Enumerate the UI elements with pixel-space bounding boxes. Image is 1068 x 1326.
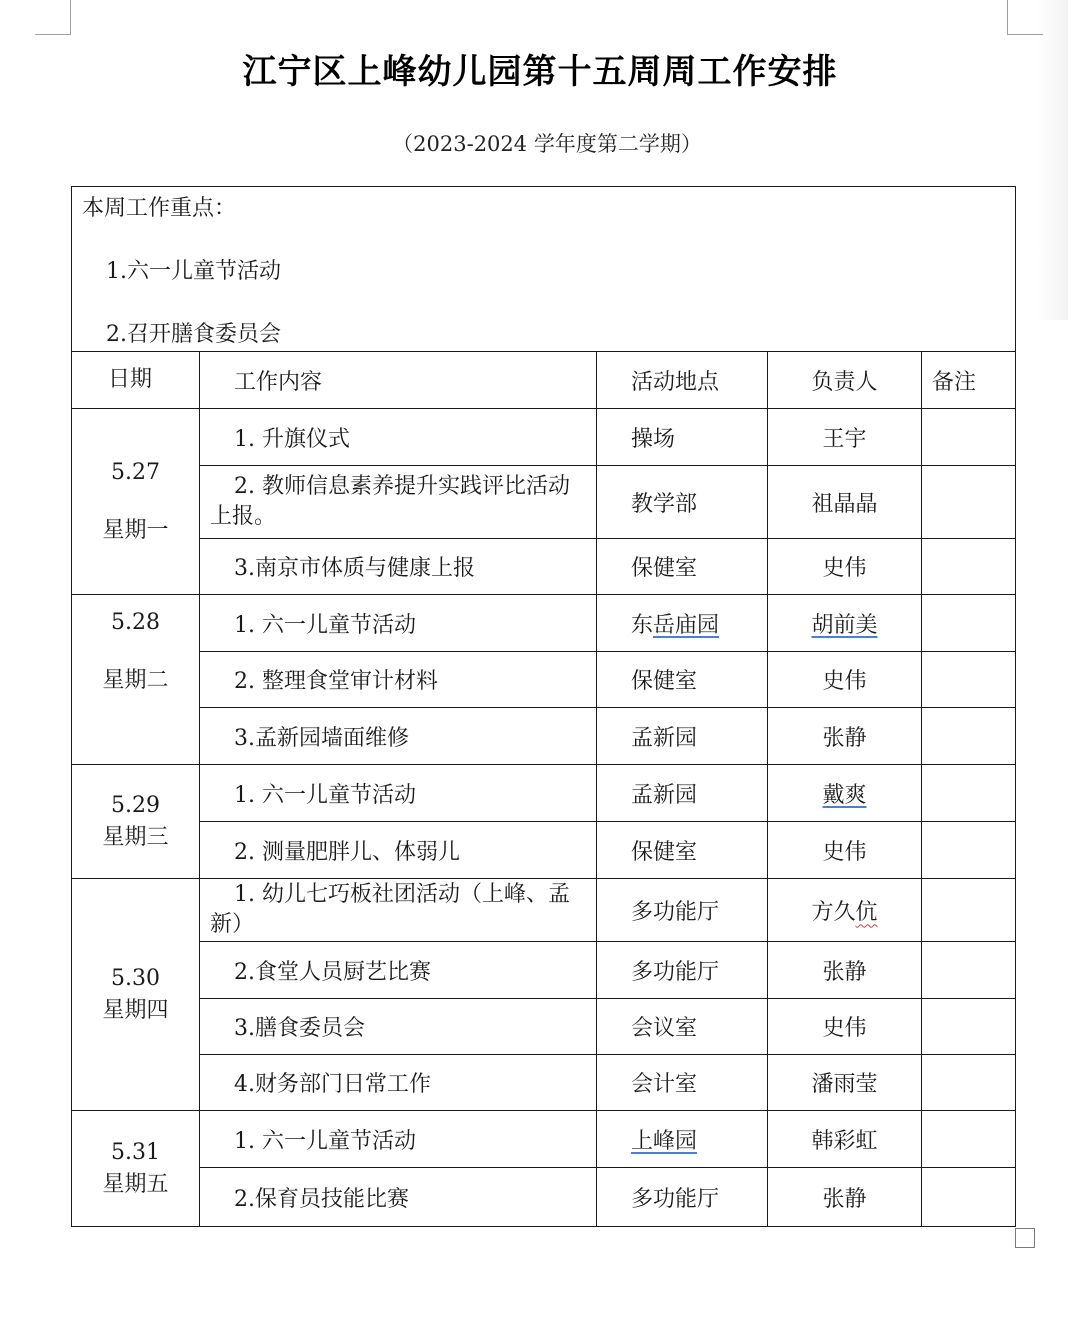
person-cell[interactable]: 潘雨莹: [768, 1055, 922, 1111]
person-underlined: 胡前美: [811, 612, 878, 638]
note-cell[interactable]: [922, 942, 1016, 999]
note-cell[interactable]: [922, 999, 1016, 1055]
note-cell[interactable]: [922, 708, 1016, 765]
content-cell[interactable]: 3.南京市体质与健康上报: [200, 539, 597, 595]
place-underlined: 岳庙园: [653, 612, 720, 638]
crop-mark-top-right: [1007, 0, 1043, 35]
focus-cell[interactable]: [72, 187, 1016, 352]
page-subtitle: （2023-2024 学年度第二学期）: [392, 132, 702, 156]
date-value: 5.30: [111, 965, 160, 991]
table-row: [72, 708, 1016, 765]
note-cell[interactable]: [922, 879, 1016, 942]
note-cell[interactable]: [922, 466, 1016, 539]
table-row: [72, 942, 1016, 999]
note-cell[interactable]: [922, 409, 1016, 466]
date-value: 5.29: [111, 792, 160, 818]
note-cell[interactable]: [922, 595, 1016, 652]
weekday-value: 星期一: [102, 517, 169, 543]
content-cell[interactable]: 1. 六一儿童节活动: [200, 765, 597, 822]
place-cell[interactable]: 会计室: [597, 1055, 768, 1111]
place-cell[interactable]: 孟新园: [597, 765, 768, 822]
table-row: [72, 1111, 1016, 1168]
date-value: 5.31: [111, 1139, 160, 1165]
content-cell[interactable]: 3.孟新园墙面维修: [200, 708, 597, 765]
weekday-value: 星期二: [102, 668, 169, 693]
focus-heading: 本周工作重点：: [82, 196, 237, 221]
person-cell[interactable]: 韩彩虹: [768, 1111, 922, 1168]
person-cell[interactable]: 史伟: [768, 652, 922, 708]
focus-item: 1.六一儿童节活动: [106, 259, 281, 284]
date-cell[interactable]: [72, 595, 200, 765]
date-cell[interactable]: [72, 765, 200, 879]
content-cell[interactable]: 1. 六一儿童节活动: [200, 595, 597, 652]
person-cell[interactable]: 史伟: [768, 539, 922, 595]
note-cell[interactable]: [922, 539, 1016, 595]
crop-mark-top-left: [35, 0, 71, 35]
person-underlined: 戴爽: [822, 782, 867, 808]
weekday-value: 星期五: [102, 1171, 169, 1197]
date-cell[interactable]: [72, 409, 200, 595]
note-cell[interactable]: [922, 1168, 1016, 1227]
table-row: [72, 822, 1016, 879]
header-person[interactable]: 负责人: [768, 352, 922, 409]
note-cell[interactable]: [922, 652, 1016, 708]
table-end-marker: [1015, 1228, 1035, 1248]
content-cell[interactable]: 1. 幼儿七巧板社团活动（上峰、孟新）: [200, 879, 597, 942]
content-cell[interactable]: 2.保育员技能比赛: [200, 1168, 597, 1227]
table-row: [72, 1168, 1016, 1227]
place-cell[interactable]: 保健室: [597, 652, 768, 708]
date-value: 5.28: [111, 610, 160, 635]
place-cell[interactable]: 操场: [597, 409, 768, 466]
person-cell[interactable]: [768, 765, 922, 822]
table-row: [72, 539, 1016, 595]
person-cell[interactable]: [768, 879, 922, 942]
person-cell[interactable]: 史伟: [768, 999, 922, 1055]
person-prefix: 方久: [811, 899, 856, 925]
place-cell[interactable]: 多功能厅: [597, 942, 768, 999]
table-row: [72, 652, 1016, 708]
place-cell[interactable]: [597, 1111, 768, 1168]
note-cell[interactable]: [922, 765, 1016, 822]
content-cell[interactable]: 1. 升旗仪式: [200, 409, 597, 466]
person-cell[interactable]: 张静: [768, 942, 922, 999]
focus-row: [72, 187, 1016, 352]
table-row: [72, 999, 1016, 1055]
person-cell[interactable]: 史伟: [768, 822, 922, 879]
table-row: [72, 765, 1016, 822]
header-place[interactable]: 活动地点: [597, 352, 768, 409]
schedule-table: [71, 186, 1016, 1227]
header-note[interactable]: 备注: [922, 352, 1016, 409]
place-prefix: 东: [631, 612, 654, 638]
weekday-value: 星期三: [102, 824, 169, 850]
place-cell[interactable]: 教学部: [597, 466, 768, 539]
table-row: [72, 409, 1016, 466]
header-row: [72, 352, 1016, 409]
content-cell[interactable]: 2. 教师信息素养提升实践评比活动上报。: [200, 466, 597, 539]
table-row: [72, 595, 1016, 652]
table-row: [72, 466, 1016, 539]
content-cell[interactable]: 2.食堂人员厨艺比赛: [200, 942, 597, 999]
content-cell[interactable]: 2. 测量肥胖儿、体弱儿: [200, 822, 597, 879]
place-cell[interactable]: 保健室: [597, 822, 768, 879]
note-cell[interactable]: [922, 822, 1016, 879]
place-underlined: 上峰园: [631, 1128, 698, 1154]
content-cell[interactable]: 4.财务部门日常工作: [200, 1055, 597, 1111]
person-cell[interactable]: [768, 595, 922, 652]
header-date[interactable]: 日期: [72, 352, 200, 409]
header-content[interactable]: 工作内容: [200, 352, 597, 409]
content-cell[interactable]: 2. 整理食堂审计材料: [200, 652, 597, 708]
person-cell[interactable]: 王宇: [768, 409, 922, 466]
place-cell[interactable]: 会议室: [597, 999, 768, 1055]
place-cell[interactable]: 多功能厅: [597, 1168, 768, 1227]
table-row: [72, 879, 1016, 942]
place-cell[interactable]: 保健室: [597, 539, 768, 595]
focus-item: 2.召开膳食委员会: [106, 322, 281, 347]
table-row: [72, 1055, 1016, 1111]
place-cell[interactable]: 孟新园: [597, 708, 768, 765]
note-cell[interactable]: [922, 1111, 1016, 1168]
person-cell[interactable]: 祖晶晶: [768, 466, 922, 539]
content-cell[interactable]: 3.膳食委员会: [200, 999, 597, 1055]
note-cell[interactable]: [922, 1055, 1016, 1111]
person-cell[interactable]: 张静: [768, 708, 922, 765]
content-cell[interactable]: 1. 六一儿童节活动: [200, 1111, 597, 1168]
weekday-value: 星期四: [102, 997, 169, 1023]
person-cell[interactable]: 张静: [768, 1168, 922, 1227]
date-value: 5.27: [111, 459, 160, 485]
date-cell[interactable]: [72, 879, 200, 1111]
place-cell[interactable]: 多功能厅: [597, 879, 768, 942]
page-title: 江宁区上峰幼儿园第十五周周工作安排: [242, 52, 838, 92]
place-cell[interactable]: [597, 595, 768, 652]
person-spellcheck: 伉: [855, 899, 878, 925]
date-cell[interactable]: [72, 1111, 200, 1227]
